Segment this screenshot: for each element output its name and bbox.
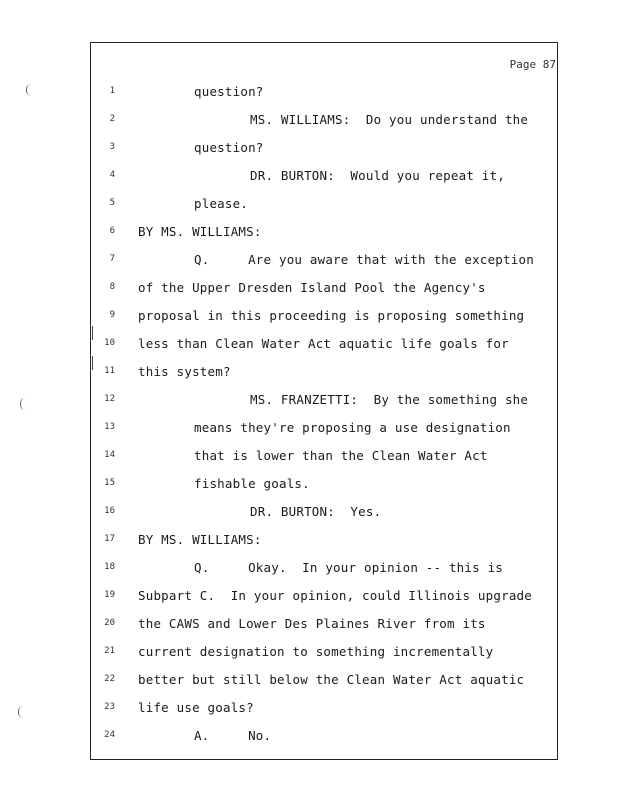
transcript-line: MS. FRANZETTI: By the something she [250, 392, 529, 407]
transcript-line: DR. BURTON: Yes. [250, 504, 382, 519]
line-number: 24 [104, 730, 115, 740]
page-number: Page 87 [509, 58, 556, 71]
transcript-line: question? [194, 84, 264, 99]
transcript-line: DR. BURTON: Would you repeat it, [250, 168, 505, 183]
transcript-line: current designation to something incrementally [138, 644, 494, 659]
transcript-line: of the Upper Dresden Island Pool the Agency's [138, 280, 486, 295]
line-number: 13 [104, 422, 115, 432]
binder-hole-mark [20, 398, 25, 410]
line-number: 22 [104, 674, 115, 684]
transcript-line: proposal in this proceeding is proposing something [138, 308, 525, 323]
line-number: 20 [104, 618, 115, 628]
transcript-line: Q. Okay. In your opinion -- this is [194, 560, 504, 575]
line-number: 16 [104, 506, 115, 516]
line-number: 4 [109, 170, 115, 180]
transcript-line: better but still below the Clean Water Act aquatic [138, 672, 525, 687]
line-number: 1 [109, 86, 115, 96]
transcript-line: that is lower than the Clean Water Act [194, 448, 488, 463]
line-number: 12 [104, 394, 115, 404]
transcript-line: means they're proposing a use designation [194, 420, 511, 435]
transcript-line: question? [194, 140, 264, 155]
transcript-line: Q. Are you aware that with the exception [194, 252, 534, 267]
line-number: 10 [104, 338, 115, 348]
line-number: 23 [104, 702, 115, 712]
line-number: 6 [109, 226, 115, 236]
transcript-line: MS. WILLIAMS: Do you understand the [250, 112, 529, 127]
line-number: 19 [104, 590, 115, 600]
line-number: 14 [104, 450, 115, 460]
transcript-line: this system? [138, 364, 231, 379]
transcript-line: Subpart C. In your opinion, could Illinois upgrade [138, 588, 533, 603]
line-number: 15 [104, 478, 115, 488]
transcript-line: the CAWS and Lower Des Plaines River from its [138, 616, 486, 631]
line-number: 11 [104, 366, 115, 376]
transcript-line: life use goals? [138, 700, 254, 715]
transcript-line: less than Clean Water Act aquatic life goals for [138, 336, 509, 351]
line-number: 3 [109, 142, 115, 152]
binder-hole-mark [18, 706, 23, 718]
transcript-line: BY MS. WILLIAMS: [138, 224, 262, 239]
line-number: 9 [109, 310, 115, 320]
line-number: 21 [104, 646, 115, 656]
binder-hole-mark [26, 84, 31, 96]
transcript-line: fishable goals. [194, 476, 310, 491]
line-number: 5 [109, 198, 115, 208]
line-number: 18 [104, 562, 115, 572]
transcript-line: A. No. [194, 728, 272, 743]
line-number: 2 [109, 114, 115, 124]
line-number: 7 [109, 254, 115, 264]
line-number: 17 [104, 534, 115, 544]
transcript-line: please. [194, 196, 249, 211]
margin-tick [92, 356, 93, 370]
transcript-line: BY MS. WILLIAMS: [138, 532, 262, 547]
margin-tick [92, 326, 93, 340]
line-number: 8 [109, 282, 115, 292]
